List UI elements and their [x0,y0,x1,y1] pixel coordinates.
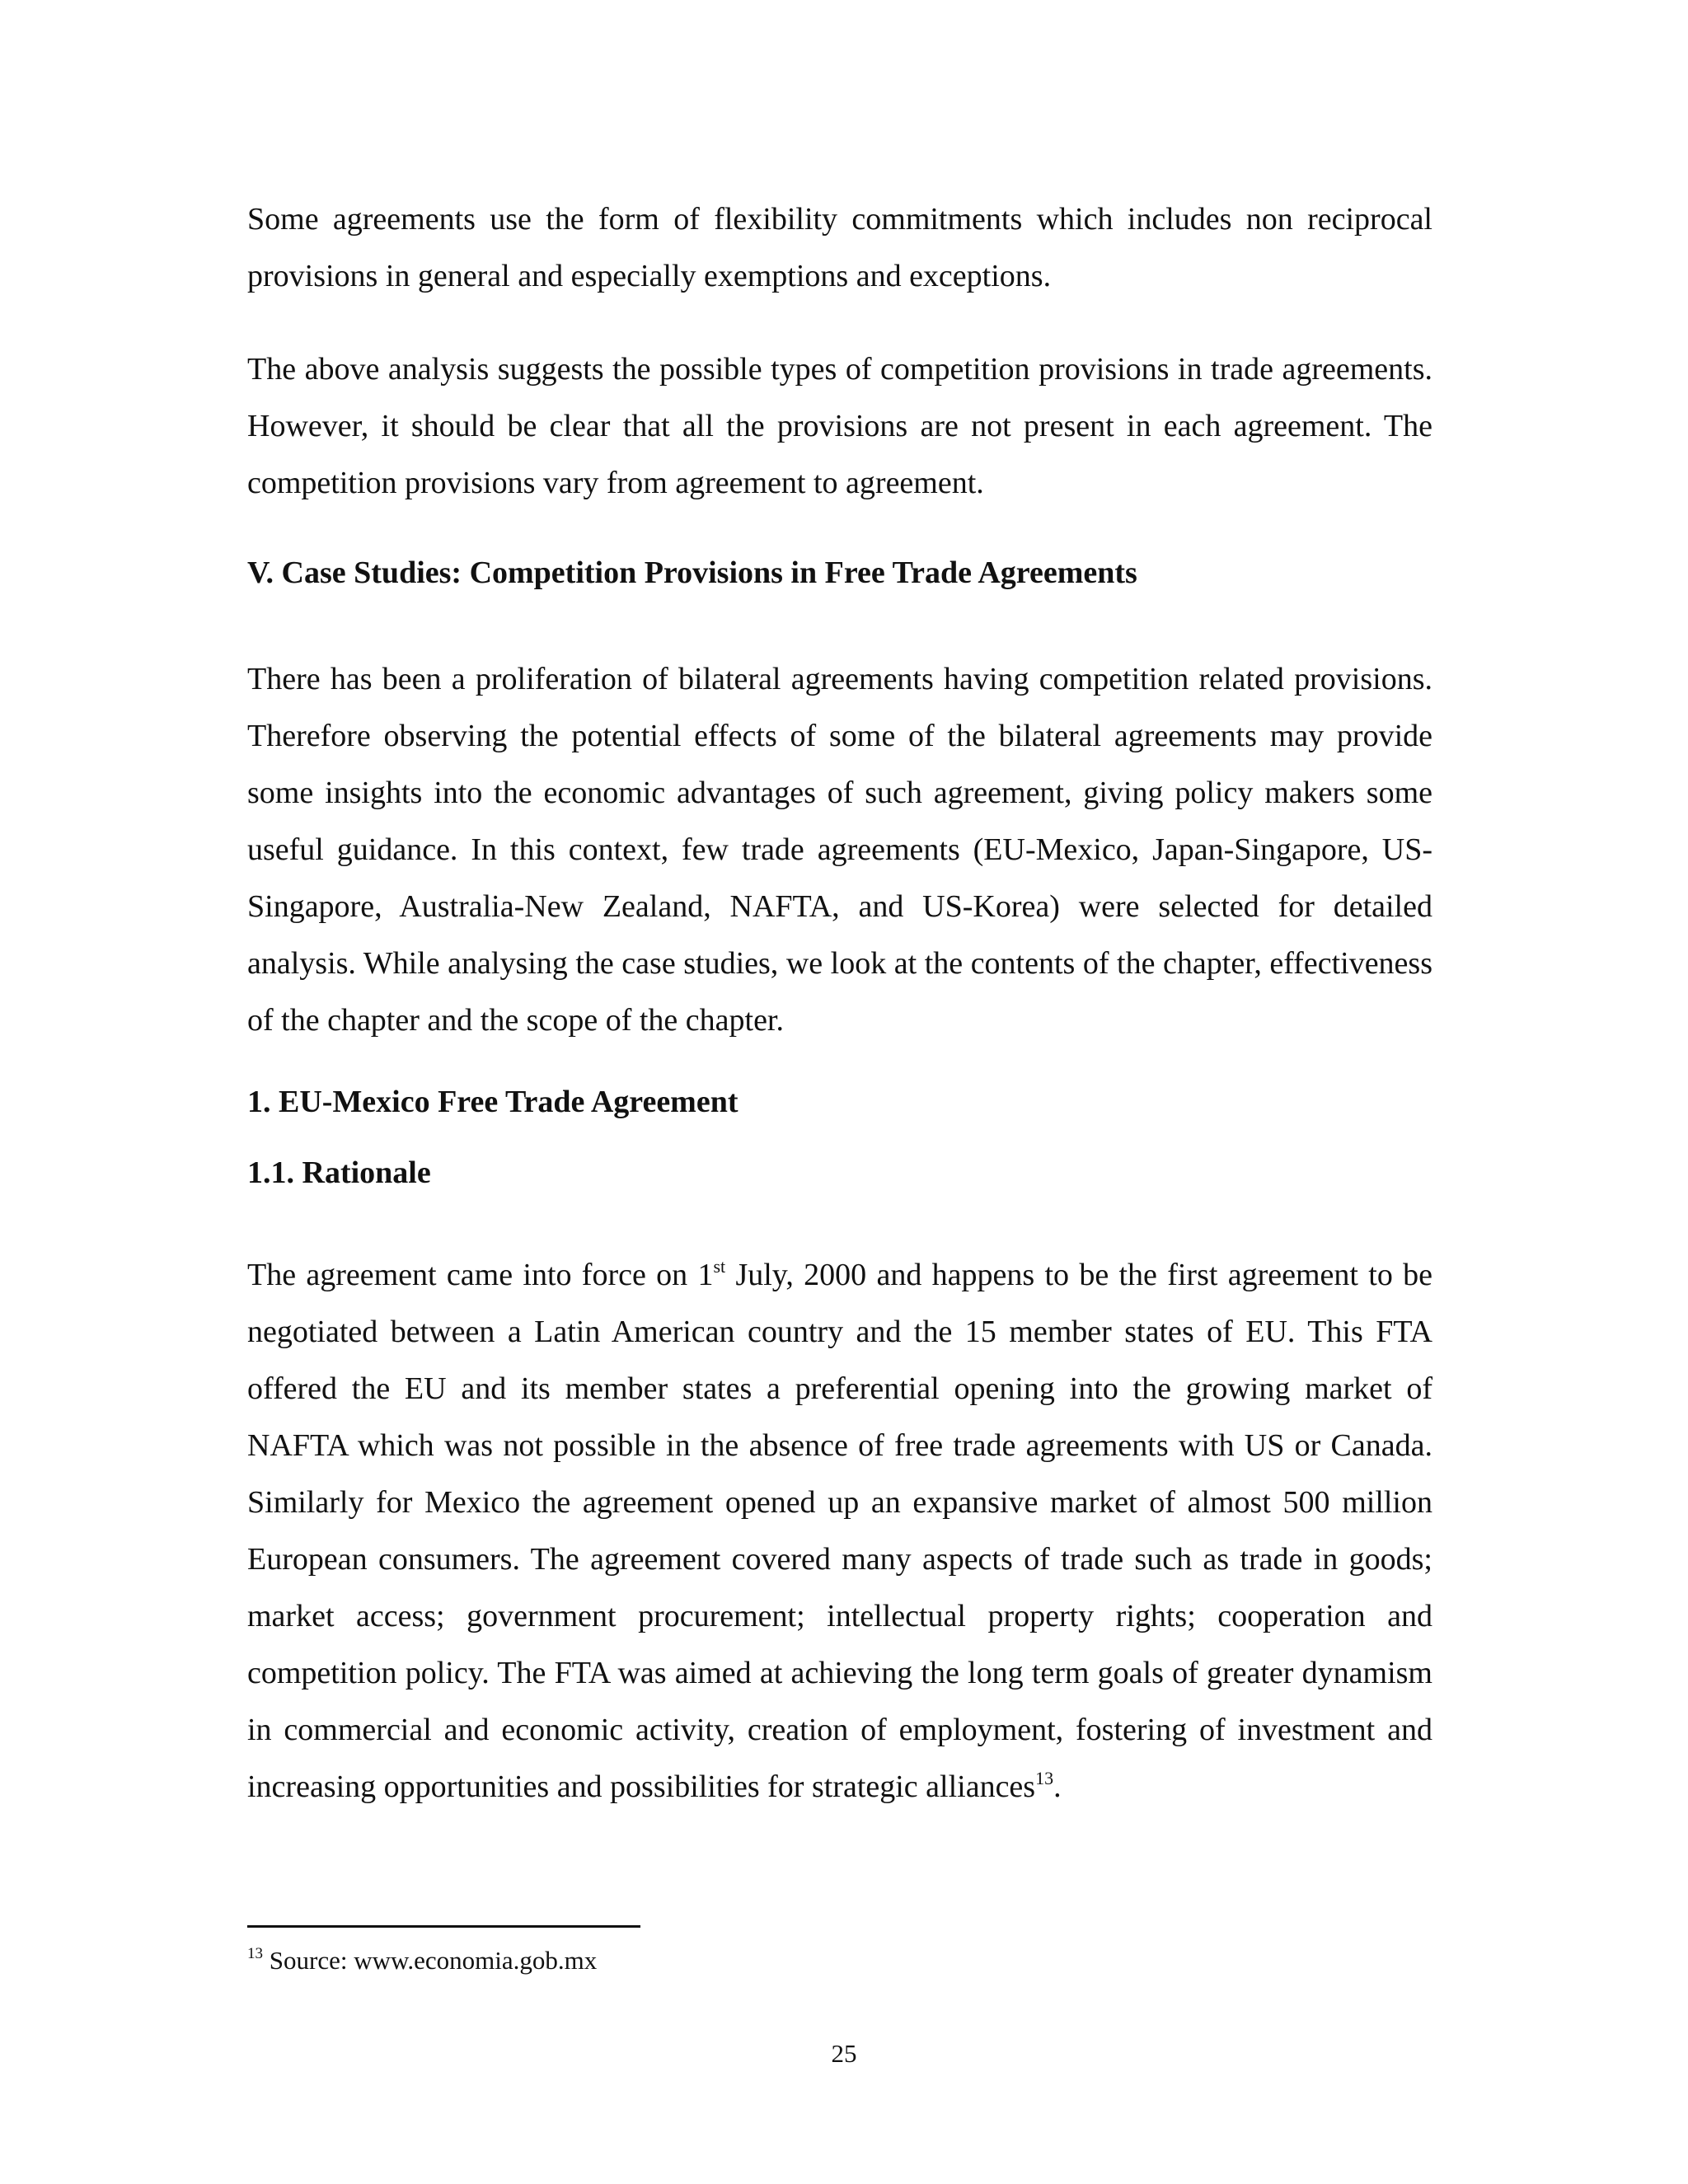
footnote-text: Source: www.economia.gob.mx [263,1946,598,1975]
footnote-reference: 13 [1035,1768,1054,1788]
subsection-heading-eu-mexico: 1. EU-Mexico Free Trade Agreement [247,1085,738,1119]
subsection-heading-rationale: 1.1. Rationale [247,1155,431,1190]
footnote-number: 13 [247,1945,263,1962]
page-number: 25 [831,2039,857,2068]
paragraph-bilateral-agreements: There has been a proliferation of bilateral agreements having competition related provisions. Therefore observing the potential effects of some of the bilateral agreements may provide some insights into the economic advantages of such agreement, giving policy makers some useful guidance. In this context, few trade agreements (EU-Mexico, Japan-Singapore, US-Singapore, Australia-New Zealand, NAFTA, and US-Korea) were selected for detailed analysis. While analysing the case studies, we look at the contents of the chapter, effectiveness of the chapter and the scope of the chapter. [247,662,1432,1038]
paragraph-analysis-summary: The above analysis suggests the possible types of competition provisions in trade agreements. However, it should be clear that all the provisions are not present in each agreement. The competition provisions vary from agreement to agreement. [247,352,1432,500]
footnote [247,1944,1432,1977]
paragraph-rationale [247,1247,1432,1816]
paragraph-flexibility-commitments: Some agreements use the form of flexibility commitments which includes non reciprocal provisions in general and especially exemptions and exceptions. [247,202,1432,293]
footnote-separator [247,1925,640,1928]
rationale-text-body: July, 2000 and happens to be the first agreement to be negotiated between a Latin American country and the 15 member states of EU. This FTA offered the EU and its member states a preferential opening into the growing market of NAFTA which was not possible in the absence of free trade agreements with US or Canada. Similarly for Mexico the agreement opened up an expansive market of almost 500 million European consumers. The agreement covered many aspects of trade such as trade in goods; market access; government procurement; intellectual property rights; cooperation and competition policy. The FTA was aimed at achieving the long term goals of greater dynamism in commercial and economic activity, creation of employment, fostering of investment and increasing opportunities and possibilities for strategic alliances [247,1258,1433,1804]
ordinal-superscript: st [713,1256,726,1277]
rationale-text-end: . [1053,1769,1062,1804]
rationale-text-start: The agreement came into force on 1 [247,1258,714,1292]
section-heading-case-studies: V. Case Studies: Competition Provisions in Free Trade Agreements [247,555,1137,590]
